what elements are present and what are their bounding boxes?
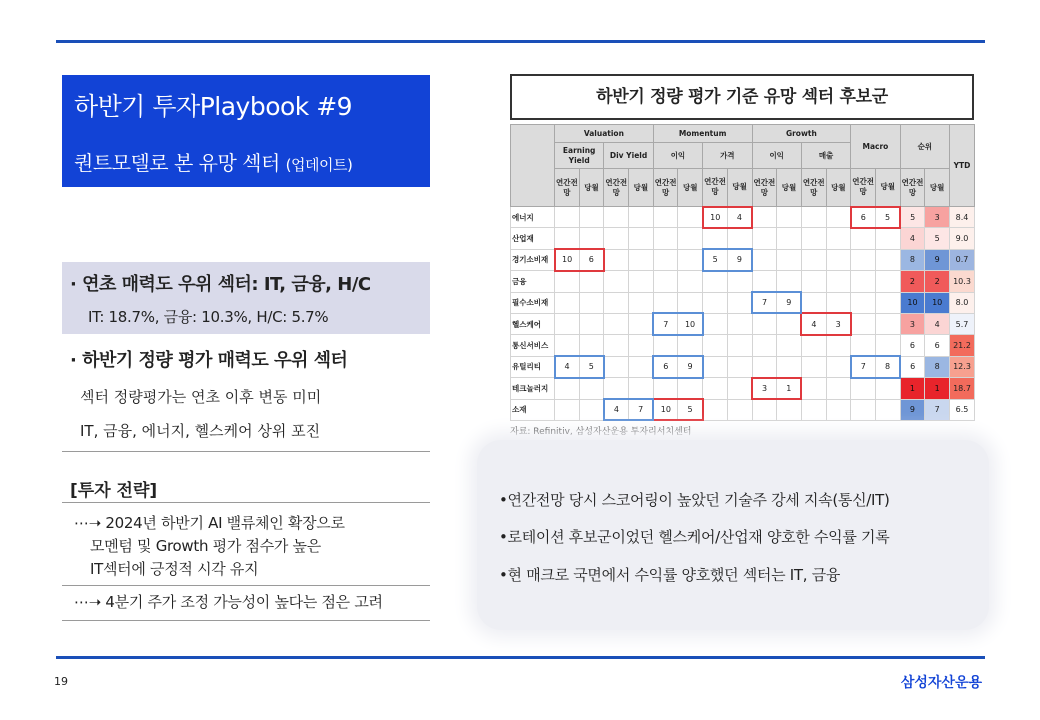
score-cell [555,207,580,228]
score-cell [875,399,900,420]
score-cell [777,228,802,249]
score-cell: 5 [579,356,604,377]
table-source: 자료: Refinitiv, 삼성자산운용 투자리서치센터 [510,427,692,437]
second-line1: 섹터 정량평가는 연초 이후 변동 미미 [80,388,322,406]
score-cell [703,399,728,420]
score-cell [777,249,802,270]
rank-cell: 5 [925,228,950,249]
sector-name: 필수소비재 [511,292,555,313]
subgroup-header: Div Yield [604,143,653,169]
score-cell [851,271,876,292]
rank-cell: 10 [925,292,950,313]
score-cell [703,378,728,399]
summary-bullet: •연간전망 당시 스코어링이 높았던 기술주 강세 지속(통신/IT) [499,491,890,509]
summary-bullet: •현 매크로 국면에서 수익률 양호했던 섹터는 IT, 금융 [499,566,841,584]
score-cell [727,399,752,420]
score-cell [752,399,777,420]
score-cell [653,292,678,313]
table-row [511,228,975,249]
score-cell [801,271,826,292]
score-cell [727,228,752,249]
score-cell: 5 [703,249,728,270]
score-cell [727,378,752,399]
rank-cell: 8 [900,249,925,270]
score-cell [629,207,654,228]
score-cell [579,228,604,249]
subgroup-header: 이익 [752,143,801,169]
ytd-cell: 6.5 [950,399,975,420]
score-cell [678,292,703,313]
score-cell [678,271,703,292]
score-cell [629,228,654,249]
score-cell [604,292,629,313]
rank-cell: 8 [925,356,950,377]
rank-cell: 5 [900,207,925,228]
score-cell [875,228,900,249]
score-cell [653,271,678,292]
title-box [62,75,430,187]
score-cell: 7 [752,292,777,313]
score-cell: 3 [752,378,777,399]
sector-name: 통신서비스 [511,335,555,356]
divider [62,502,430,503]
score-cell [703,228,728,249]
score-cell [604,249,629,270]
score-cell [727,271,752,292]
score-cell [604,313,629,334]
rank-cell: 6 [925,335,950,356]
col-header: 당월 [678,169,703,207]
score-cell [875,292,900,313]
score-cell [703,313,728,334]
rank-cell: 6 [900,335,925,356]
score-cell [579,207,604,228]
table-row [511,399,975,420]
score-cell [777,313,802,334]
divider [62,585,430,586]
col-header: 당월 [925,169,950,207]
table-row [511,207,975,228]
score-cell [604,228,629,249]
subgroup-header: 이익 [653,143,702,169]
table-row [511,378,975,399]
score-cell: 10 [653,399,678,420]
score-cell [653,249,678,270]
score-cell: 3 [826,313,851,334]
rank-cell: 2 [900,271,925,292]
score-cell [875,271,900,292]
score-cell [875,378,900,399]
summary-bullet: •로테이션 후보군이었던 헬스케어/산업재 양호한 수익률 기록 [499,528,890,546]
rank-cell: 4 [900,228,925,249]
score-cell [801,399,826,420]
subtitle-note: (업데이트) [285,156,353,174]
rank-cell: 10 [900,292,925,313]
group-header: Growth [752,125,851,143]
divider [62,620,430,621]
rank-cell: 9 [900,399,925,420]
score-cell [752,228,777,249]
highlight-sub: IT: 18.7%, 금융: 10.3%, H/C: 5.7% [88,308,329,326]
score-cell [579,399,604,420]
score-cell: 9 [727,249,752,270]
score-cell [826,249,851,270]
score-cell [629,271,654,292]
score-cell: 7 [653,313,678,334]
group-header: 순위 [900,125,949,169]
sector-name: 헬스케어 [511,313,555,334]
score-cell [604,378,629,399]
score-cell [678,378,703,399]
score-cell [826,292,851,313]
col-header: 당월 [777,169,802,207]
strategy-heading: [투자 전략] [70,481,158,501]
score-cell [801,356,826,377]
table-row [511,249,975,270]
score-cell: 5 [678,399,703,420]
score-cell: 8 [875,356,900,377]
table-row [511,271,975,292]
score-cell [604,335,629,356]
score-cell [727,292,752,313]
score-cell: 4 [604,399,629,420]
score-cell [678,207,703,228]
score-cell [678,228,703,249]
score-cell [727,335,752,356]
ytd-cell: 5.7 [950,313,975,334]
score-cell [875,313,900,334]
sector-name: 에너지 [511,207,555,228]
score-cell: 9 [777,292,802,313]
ytd-cell: 10.3 [950,271,975,292]
score-cell [801,292,826,313]
second-line2: IT, 금융, 에너지, 헬스케어 상위 포진 [80,422,321,440]
ytd-cell: 21.2 [950,335,975,356]
rank-cell: 9 [925,249,950,270]
ytd-cell: 8.4 [950,207,975,228]
score-cell [777,335,802,356]
score-cell [851,249,876,270]
highlight-heading: · 연초 매력도 우위 섹터: IT, 금융, H/C [70,274,371,295]
col-header: 연간전망 [653,169,678,207]
bottom-rule [56,656,985,659]
score-cell [851,228,876,249]
sector-score-table [510,124,975,421]
table-row [511,356,975,377]
group-header: Valuation [555,125,654,143]
col-header: 당월 [629,169,654,207]
second-heading: · 하반기 정량 평가 매력도 우위 섹터 [70,350,348,371]
score-cell [875,249,900,270]
sector-name: 금융 [511,271,555,292]
top-rule [56,40,985,43]
score-cell: 9 [678,356,703,377]
sector-name: 산업재 [511,228,555,249]
score-cell [555,228,580,249]
col-header: 연간전망 [900,169,925,207]
score-cell [777,356,802,377]
score-cell [629,335,654,356]
score-cell: 10 [703,207,728,228]
score-cell [678,249,703,270]
score-cell [826,399,851,420]
highlight-box [62,262,430,334]
slide-subtitle: 퀀트모델로 본 유망 섹터 (업데이트) [74,151,353,175]
rank-cell: 3 [900,313,925,334]
table-corner [511,125,555,207]
score-cell [703,335,728,356]
score-cell [579,335,604,356]
col-header: 연간전망 [555,169,580,207]
score-cell: 4 [555,356,580,377]
score-cell: 4 [801,313,826,334]
score-cell: 6 [579,249,604,270]
table-row [511,335,975,356]
slide-title: 하반기 투자Playbook #9 [74,92,353,121]
score-cell: 1 [777,378,802,399]
subgroup-header: Earning Yield [555,143,604,169]
score-cell [678,335,703,356]
col-header: 연간전망 [703,169,728,207]
ytd-cell: 12.3 [950,356,975,377]
score-cell [752,271,777,292]
score-cell [851,313,876,334]
page-number: 19 [54,675,68,688]
score-cell [604,271,629,292]
score-cell [653,378,678,399]
score-cell [579,378,604,399]
score-cell [629,378,654,399]
score-cell [801,335,826,356]
score-cell [703,292,728,313]
table-row [511,313,975,334]
rank-cell: 3 [925,207,950,228]
score-cell: 7 [629,399,654,420]
strategy-item-2: ⋯➝ 4분기 주가 조정 가능성이 높다는 점은 고려 [74,593,383,611]
score-cell [801,228,826,249]
score-cell: 7 [851,356,876,377]
score-cell [851,378,876,399]
score-cell [703,356,728,377]
subgroup-header: 매출 [801,143,850,169]
score-cell: 4 [727,207,752,228]
col-header: 연간전망 [604,169,629,207]
col-header: 연간전망 [851,169,876,207]
score-cell [826,356,851,377]
score-cell [555,378,580,399]
sector-name: 경기소비재 [511,249,555,270]
score-cell [555,271,580,292]
rank-cell: 1 [900,378,925,399]
score-cell [629,313,654,334]
ytd-cell: 8.0 [950,292,975,313]
divider [62,451,430,452]
ytd-cell: 18.7 [950,378,975,399]
score-cell [629,249,654,270]
rank-cell: 1 [925,378,950,399]
score-cell [826,378,851,399]
score-cell [752,249,777,270]
score-cell [555,399,580,420]
score-cell [777,207,802,228]
score-cell [777,271,802,292]
sector-name: 소재 [511,399,555,420]
col-header: 연간전망 [801,169,826,207]
score-cell [653,228,678,249]
col-header: 당월 [875,169,900,207]
col-header: 당월 [826,169,851,207]
rank-cell: 6 [900,356,925,377]
score-cell: 10 [678,313,703,334]
score-cell [629,356,654,377]
group-header: Momentum [653,125,752,143]
score-cell [604,207,629,228]
score-cell [579,313,604,334]
score-cell [727,313,752,334]
group-header: Macro [851,125,900,169]
score-cell [826,335,851,356]
score-cell: 10 [555,249,580,270]
score-cell [579,271,604,292]
score-cell [604,356,629,377]
col-header: 연간전망 [752,169,777,207]
score-cell [851,399,876,420]
score-cell [801,207,826,228]
score-cell [653,335,678,356]
score-cell: 6 [851,207,876,228]
score-cell [801,249,826,270]
col-header: 당월 [727,169,752,207]
subgroup-header: 가격 [703,143,752,169]
sector-name: 테크놀러지 [511,378,555,399]
score-cell [777,399,802,420]
strategy-item-1: ⋯➝ 2024년 하반기 AI 밸류체인 확장으로 모멘텀 및 Growth 평가 점수가 높은 IT섹터에 긍정적 시각 유지 [74,514,345,578]
score-cell [752,335,777,356]
score-cell [826,228,851,249]
sector-name: 유틸리티 [511,356,555,377]
score-cell [555,292,580,313]
ytd-cell: 9.0 [950,228,975,249]
summary-panel [477,440,989,630]
rank-cell: 7 [925,399,950,420]
table-row [511,292,975,313]
score-cell [752,356,777,377]
score-cell [851,335,876,356]
score-cell [555,335,580,356]
score-cell [555,313,580,334]
score-cell [727,356,752,377]
table-title: 하반기 정량 평가 기준 유망 섹터 후보군 [510,74,974,120]
ytd-cell: 0.7 [950,249,975,270]
score-cell: 6 [653,356,678,377]
score-cell [801,378,826,399]
score-cell [629,292,654,313]
score-cell [851,292,876,313]
score-cell [579,292,604,313]
score-cell [653,207,678,228]
score-cell: 5 [875,207,900,228]
score-cell [875,335,900,356]
group-header: YTD [950,125,975,207]
rank-cell: 2 [925,271,950,292]
company-logo: 삼성자산운용 [900,675,982,691]
score-cell [703,271,728,292]
col-header: 당월 [579,169,604,207]
score-cell [826,271,851,292]
score-cell [752,207,777,228]
rank-cell: 4 [925,313,950,334]
score-cell [826,207,851,228]
score-cell [752,313,777,334]
